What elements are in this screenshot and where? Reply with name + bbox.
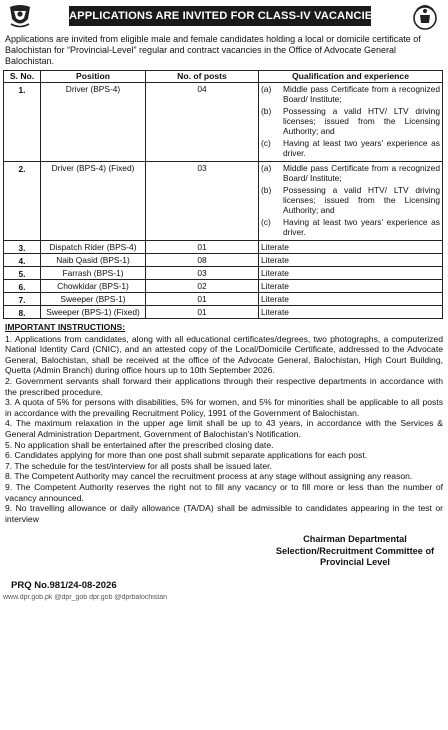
row-posts: 02: [146, 280, 259, 293]
instruction-item: 9. No travelling allowance or daily allowance (TA/DA) shall be admissible to candidates appearing in the test or interview: [5, 503, 443, 524]
row-qualification: [259, 162, 443, 241]
row-sno: 8.: [4, 306, 41, 319]
advertisement-page: [3, 3, 445, 606]
row-qualification: Literate: [259, 267, 443, 280]
row-position: Driver (BPS-4) (Fixed): [41, 162, 146, 241]
row-position: Sweeper (BPS-1) (Fixed): [41, 306, 146, 319]
qualification-item: [261, 138, 440, 158]
row-qualification: Literate: [259, 254, 443, 267]
table-row: [4, 293, 443, 306]
qualification-text: Possessing a valid HTV/ LTV driving licenses; issued from the Licensing Authority; and: [283, 185, 440, 215]
table-row: [4, 306, 443, 319]
government-emblem-icon: [7, 3, 33, 29]
table-row: [4, 280, 443, 293]
column-header-qualification: Qualification and experience: [259, 71, 443, 83]
row-sno: 3.: [4, 241, 41, 254]
qualification-text: Middle pass Certificate from a recognized Board/ Institute;: [283, 163, 440, 183]
table-row: [4, 162, 443, 241]
vacancies-banner-title: APPLICATIONS ARE INVITED FOR CLASS-IV VACANCIES: [69, 6, 371, 26]
intro-paragraph: Applications are invited from eligible male and female candidates holding a local or domicile certificate of Balochistan for “Provincial-Level” regular and contract vacancies in the Office of Advocate General Balochistan.: [5, 34, 421, 66]
instruction-item: 3. A quota of 5% for persons with disabilities, 5% for women, and 5% for minorities shall be applicable to all posts in accordance with the prevailing Recruitment Policy, 1991 of the Government of Balochistan.: [5, 397, 443, 418]
row-posts: 08: [146, 254, 259, 267]
qualification-text: Having at least two years' experience as driver.: [283, 138, 440, 158]
qualification-letter: (b): [261, 185, 272, 195]
signature-line: Chairman Departmental: [303, 534, 407, 545]
signature-line: Selection/Recruitment Committee of: [275, 545, 435, 556]
table-header-row: [4, 71, 443, 83]
important-instructions: [5, 322, 443, 524]
qualification-letter: (c): [261, 138, 271, 148]
row-posts: 01: [146, 293, 259, 306]
row-posts: 03: [146, 162, 259, 241]
instructions-heading: IMPORTANT INSTRUCTIONS:: [5, 322, 126, 332]
row-posts: 01: [146, 241, 259, 254]
instruction-item: 4. The maximum relaxation in the upper age limit shall be up to 43 years, in accordance with the Services & General Administration Department, Government of Balochistan's Notification.: [5, 418, 443, 439]
row-sno: 6.: [4, 280, 41, 293]
row-position: Driver (BPS-4): [41, 83, 146, 162]
qualification-letter: (b): [261, 106, 272, 116]
qualification-item: [261, 217, 440, 237]
vacancies-table: [3, 70, 443, 319]
column-header-posts: No. of posts: [146, 71, 259, 83]
table-row: [4, 83, 443, 162]
prq-number: PRQ No.981/24-08-2026: [11, 580, 117, 592]
row-sno: 4.: [4, 254, 41, 267]
footer-social-links: www.dpr.gob.pk @dpr_gob dpr.gob @dprbalochistan: [3, 594, 168, 602]
qualification-item: [261, 106, 440, 136]
qualification-letter: (c): [261, 217, 271, 227]
instruction-item: 1. Applications from candidates, along with all educational certificates/degrees, two photographs, a computerized National Identity Card (CNIC), and an attested copy of the Local/Domicile Certificate, addressed to the Advocate General, Balochistan, shall be received at the office of the Advocate General, Balochistan, High Court Building, Quetta (Admin Branch) during office hours up to 10th September 2026.: [5, 333, 443, 376]
qualification-text: Middle pass Certificate from a recognized Board/ Institute;: [283, 84, 440, 104]
row-position: Farrash (BPS-1): [41, 267, 146, 280]
row-sno: 5.: [4, 267, 41, 280]
row-qualification: Literate: [259, 306, 443, 319]
row-sno: 1.: [4, 83, 41, 162]
crest-emblem-icon: [411, 3, 439, 31]
row-qualification: Literate: [259, 280, 443, 293]
footer: [3, 524, 445, 606]
row-posts: 01: [146, 306, 259, 319]
column-header-sno: S. No.: [4, 71, 41, 83]
row-sno: 7.: [4, 293, 41, 306]
row-position: Naib Qasid (BPS-1): [41, 254, 146, 267]
row-qualification: Literate: [259, 241, 443, 254]
row-qualification: [259, 83, 443, 162]
row-sno: 2.: [4, 162, 41, 241]
instruction-item: 7. The schedule for the test/interview for all posts shall be issued later.: [5, 460, 272, 471]
instruction-item: 5. No application shall be entertained after the prescribed closing date.: [5, 439, 274, 450]
qualification-item: [261, 84, 440, 104]
row-position: Chowkidar (BPS-1): [41, 280, 146, 293]
header: [3, 3, 445, 33]
instruction-item: 8. The Competent Authority may cancel the recruitment process at any stage without assigning any reason.: [5, 471, 413, 482]
row-posts: 03: [146, 267, 259, 280]
row-qualification: Literate: [259, 293, 443, 306]
qualification-item: [261, 185, 440, 215]
qualification-letter: (a): [261, 163, 272, 173]
table-row: [4, 241, 443, 254]
table-row: [4, 254, 443, 267]
qualification-text: Possessing a valid HTV/ LTV driving licenses; issued from the Licensing Authority; and: [283, 106, 440, 136]
instruction-item: 9. The Competent Authority reserves the right not to fill any vacancy or to fill more or less than the number of vacancy announced.: [5, 481, 443, 503]
row-position: Sweeper (BPS-1): [41, 293, 146, 306]
qualification-letter: (a): [261, 84, 272, 94]
qualification-item: [261, 163, 440, 183]
row-posts: 04: [146, 83, 259, 162]
instruction-item: 2. Government servants shall forward their applications through their respective departments in accordance with the prescribed procedure.: [5, 375, 443, 397]
column-header-position: Position: [41, 71, 146, 83]
table-row: [4, 267, 443, 280]
signature-block: [271, 534, 439, 569]
row-position: Dispatch Rider (BPS-4): [41, 241, 146, 254]
qualification-text: Having at least two years' experience as driver.: [283, 217, 440, 237]
instruction-item: 6. Candidates applying for more than one post shall submit separate applications for each post.: [5, 450, 368, 461]
signature-line: Provincial Level: [320, 557, 390, 568]
